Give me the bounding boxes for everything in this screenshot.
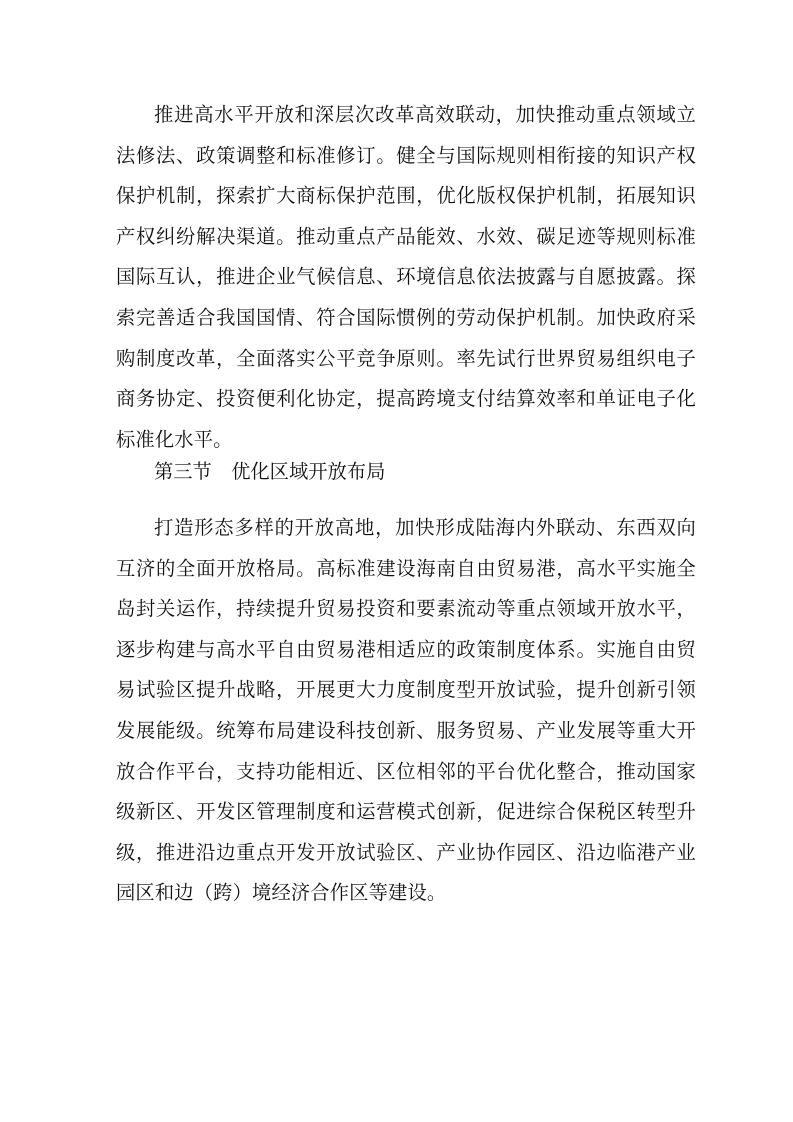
paragraph-regional-layout: 打造形态多样的开放高地，加快形成陆海内外联动、东西双向互济的全面开放格局。高标准建设海南自由贸易港，高水平实施全岛封关运作，持续提升贸易投资和要素流动等重点领域开放水平，逐步构建与高水平自由贸易港相适应的政策制度体系。实施自由贸易试验区提升战略，开展更大力度制度型开放试验，提升创新引领发展能级。统筹布局建设科技创新、服务贸易、产业发展等重大开放合作平台，支持功能相近、区位相邻的平台优化整合，推动国家级新区、开发区管理制度和运营模式创新，促进综合保税区转型升级，推进沿边重点开发开放试验区、产业协作园区、沿边临港产业园区和边（跨）境经济合作区等建设。 — [116, 516, 696, 905]
paragraph-openness-reform: 推进高水平开放和深层次改革高效联动，加快推动重点领域立法修法、政策调整和标准修订。健全与国际规则相衔接的知识产权保护机制，探索扩大商标保护范围，优化版权保护机制，拓展知识产权纠纷解决渠道。推动重点产品能效、水效、碳足迹等规则标准国际互认，推进企业气候信息、环境信息依法披露与自愿披露。探索完善适合我国国情、符合国际惯例的劳动保护机制。加快政府采购制度改革，全面落实公平竞争原则。率先试行世界贸易组织电子商务协定、投资便利化协定，提高跨境支付结算效率和单证电子化标准化水平。 — [116, 103, 696, 451]
section-heading: 第三节 优化区域开放布局 — [154, 460, 386, 483]
